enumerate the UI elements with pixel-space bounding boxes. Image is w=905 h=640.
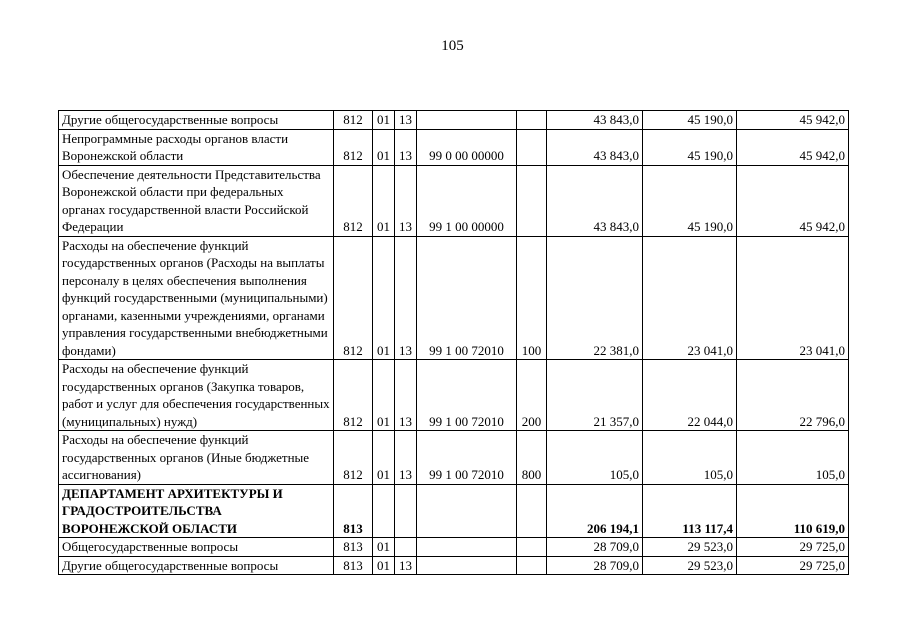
row-year-3: 45 942,0 <box>737 165 849 236</box>
row-csr: 99 1 00 72010 <box>417 431 517 485</box>
row-csr: 99 0 00 00000 <box>417 129 517 165</box>
row-name: Расходы на обеспечение функций государственных органов (Расходы на выплаты персоналу в целях обеспечения выполнения функций государственными (муниципальными) органами, казенными учреждениями, органами управления государственными внебюджетными фондами) <box>59 236 334 360</box>
row-vr: 800 <box>517 431 547 485</box>
row-pr: 13 <box>395 360 417 431</box>
row-year-1: 206 194,1 <box>547 484 643 538</box>
row-csr <box>417 484 517 538</box>
row-grbs: 812 <box>334 165 373 236</box>
row-rz: 01 <box>373 431 395 485</box>
row-year-2: 29 523,0 <box>643 556 737 575</box>
row-name: ДЕПАРТАМЕНТ АРХИТЕКТУРЫ И ГРАДОСТРОИТЕЛЬСТВА ВОРОНЕЖСКОЙ ОБЛАСТИ <box>59 484 334 538</box>
row-csr: 99 1 00 00000 <box>417 165 517 236</box>
row-name: Обеспечение деятельности Представительства Воронежской области при федеральных органах государственной власти Российской Федерации <box>59 165 334 236</box>
row-grbs: 812 <box>334 111 373 130</box>
row-year-1: 105,0 <box>547 431 643 485</box>
row-rz: 01 <box>373 111 395 130</box>
row-csr: 99 1 00 72010 <box>417 360 517 431</box>
row-year-3: 29 725,0 <box>737 538 849 557</box>
row-year-1: 28 709,0 <box>547 556 643 575</box>
row-grbs: 812 <box>334 236 373 360</box>
row-year-1: 43 843,0 <box>547 165 643 236</box>
row-grbs: 813 <box>334 484 373 538</box>
row-rz: 01 <box>373 556 395 575</box>
table-row <box>59 236 849 360</box>
row-pr: 13 <box>395 236 417 360</box>
row-year-2: 105,0 <box>643 431 737 485</box>
row-pr <box>395 484 417 538</box>
row-year-1: 21 357,0 <box>547 360 643 431</box>
row-rz: 01 <box>373 538 395 557</box>
table-row <box>59 129 849 165</box>
table-row-department <box>59 484 849 538</box>
row-csr <box>417 538 517 557</box>
row-name: Расходы на обеспечение функций государственных органов (Иные бюджетные ассигнования) <box>59 431 334 485</box>
row-year-2: 113 117,4 <box>643 484 737 538</box>
row-year-3: 110 619,0 <box>737 484 849 538</box>
row-rz: 01 <box>373 236 395 360</box>
row-vr <box>517 111 547 130</box>
table-row <box>59 538 849 557</box>
table-row <box>59 165 849 236</box>
row-vr: 200 <box>517 360 547 431</box>
row-grbs: 812 <box>334 360 373 431</box>
row-vr <box>517 538 547 557</box>
row-name: Непрограммные расходы органов власти Воронежской области <box>59 129 334 165</box>
row-year-2: 45 190,0 <box>643 165 737 236</box>
row-year-2: 23 041,0 <box>643 236 737 360</box>
row-year-2: 45 190,0 <box>643 111 737 130</box>
budget-table <box>58 110 849 575</box>
row-rz: 01 <box>373 165 395 236</box>
row-rz: 01 <box>373 360 395 431</box>
row-pr <box>395 538 417 557</box>
table-row <box>59 360 849 431</box>
row-year-3: 105,0 <box>737 431 849 485</box>
row-vr <box>517 484 547 538</box>
row-pr: 13 <box>395 431 417 485</box>
row-name: Другие общегосударственные вопросы <box>59 111 334 130</box>
row-csr <box>417 556 517 575</box>
row-year-1: 43 843,0 <box>547 129 643 165</box>
row-grbs: 812 <box>334 431 373 485</box>
row-year-2: 22 044,0 <box>643 360 737 431</box>
row-rz <box>373 484 395 538</box>
row-pr: 13 <box>395 129 417 165</box>
row-name: Расходы на обеспечение функций государственных органов (Закупка товаров, работ и услуг для обеспечения государственных (муниципальных) нужд) <box>59 360 334 431</box>
row-grbs: 812 <box>334 129 373 165</box>
row-year-1: 28 709,0 <box>547 538 643 557</box>
table-row <box>59 556 849 575</box>
row-pr: 13 <box>395 165 417 236</box>
row-year-1: 43 843,0 <box>547 111 643 130</box>
row-year-3: 45 942,0 <box>737 111 849 130</box>
row-year-1: 22 381,0 <box>547 236 643 360</box>
row-name: Другие общегосударственные вопросы <box>59 556 334 575</box>
row-year-3: 29 725,0 <box>737 556 849 575</box>
row-grbs: 813 <box>334 556 373 575</box>
row-vr <box>517 165 547 236</box>
row-year-2: 29 523,0 <box>643 538 737 557</box>
row-year-3: 22 796,0 <box>737 360 849 431</box>
row-grbs: 813 <box>334 538 373 557</box>
row-year-3: 23 041,0 <box>737 236 849 360</box>
row-rz: 01 <box>373 129 395 165</box>
row-vr: 100 <box>517 236 547 360</box>
row-csr <box>417 111 517 130</box>
row-year-3: 45 942,0 <box>737 129 849 165</box>
row-vr <box>517 556 547 575</box>
row-name: Общегосударственные вопросы <box>59 538 334 557</box>
page-number: 105 <box>441 38 464 54</box>
table-row <box>59 431 849 485</box>
row-csr: 99 1 00 72010 <box>417 236 517 360</box>
row-pr: 13 <box>395 556 417 575</box>
row-vr <box>517 129 547 165</box>
table-row <box>59 111 849 130</box>
row-year-2: 45 190,0 <box>643 129 737 165</box>
row-pr: 13 <box>395 111 417 130</box>
